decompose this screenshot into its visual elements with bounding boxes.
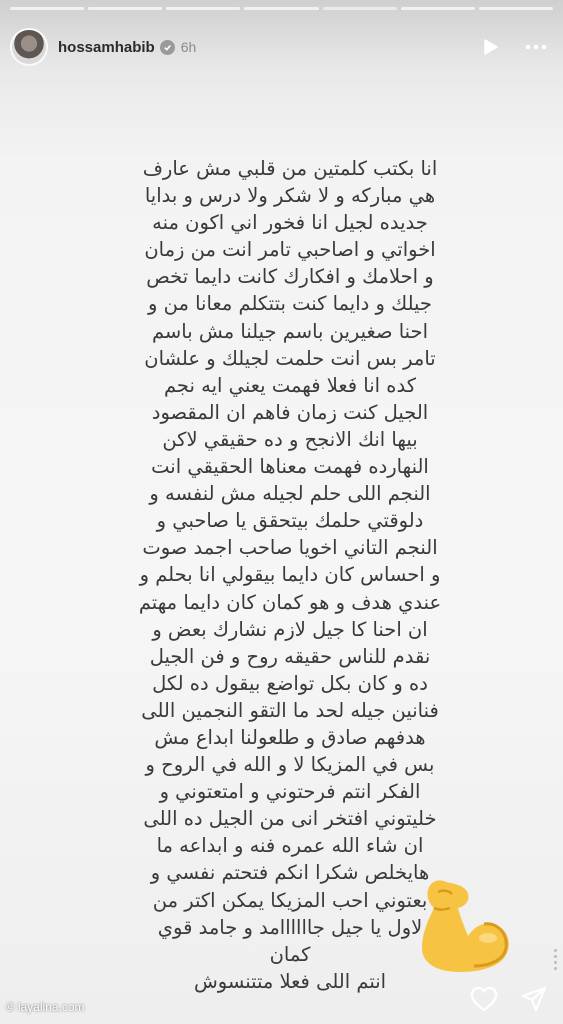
verified-badge-icon bbox=[160, 40, 175, 55]
story-text-line: تامر بس انت حلمت لجيلك و علشان bbox=[144, 346, 436, 370]
story-text-line: اخواتي و اصاحبي تامر انت من زمان bbox=[144, 238, 436, 262]
story-text-line: و احلامك و افكارك كانت دايما تخص bbox=[146, 265, 434, 289]
progress-segment bbox=[166, 7, 240, 10]
story-text-line: ان شاء الله عمره فنه و ابداعه ما bbox=[156, 834, 424, 858]
username[interactable]: hossamhabib bbox=[58, 38, 155, 56]
post-time: 6h bbox=[180, 39, 197, 55]
story-progress-bar bbox=[10, 7, 553, 10]
story-text-line: عندي هدف و هو كمان كان دايما مهتم bbox=[138, 590, 442, 614]
story-text-line: و احساس كان دايما بيقولي انا بحلم و bbox=[139, 563, 441, 587]
story-text-line: جديده لجيل انا فخور اني اكون منه bbox=[152, 211, 428, 235]
story-text-line: كده انا فعلا فهمت يعني ايه نجم bbox=[163, 373, 417, 397]
progress-segment bbox=[323, 7, 397, 10]
story-text-line: الفكر انتم فرحتوني و امتعتوني و bbox=[159, 780, 421, 804]
heart-icon[interactable] bbox=[469, 984, 499, 1014]
flexed-biceps-icon bbox=[408, 868, 520, 978]
watermark-text: layalina.com bbox=[17, 1000, 85, 1014]
story-text-line: خليتوني افتخر انى من الجيل ده اللى bbox=[143, 807, 437, 831]
progress-segment bbox=[10, 7, 84, 10]
story-text-line: انا بكتب كلمتين من قلبي مش عارف bbox=[142, 157, 438, 180]
story-text-line: انتم اللى فعلا متتنسوش bbox=[193, 969, 387, 993]
more-icon[interactable] bbox=[519, 30, 553, 64]
story-actions bbox=[469, 984, 549, 1014]
copyright-icon: © bbox=[6, 1000, 15, 1014]
story-text-line: نقدم للناس حقيقه روح و فن الجيل bbox=[149, 644, 431, 668]
story-text-line: بيها انك الانجح و ده حقيقي لاكن bbox=[162, 427, 418, 451]
story-text-line: لاول يا جيل جاااااامد و جامد قوي bbox=[157, 915, 423, 939]
story-text-line: هي مباركه و لا شكر ولا درس و بدايا bbox=[144, 184, 436, 208]
story-text-line: جيلك و دايما كنت بتتكلم معانا من و bbox=[148, 292, 432, 316]
story-text-line: النجم اللى حلم لجيله مش لنفسه و bbox=[149, 482, 431, 506]
story-text-line: النهارده فهمت معناها الحقيقي انت bbox=[151, 455, 429, 479]
story-text-line: دلوقتي حلمك بيتحقق يا صاحبي و bbox=[156, 509, 424, 533]
story-text-line: ده و كان بكل تواضع بيقول ده لكل bbox=[152, 671, 428, 695]
story-text-line: النجم التاني اخويا صاحب اجمد صوت bbox=[142, 536, 438, 560]
story-text-line: فنانين جيله لحد ما التقو النجمين اللى bbox=[141, 698, 439, 722]
story-text-line: هايخلص شكرا انكم فتحتم نفسي و bbox=[150, 861, 430, 885]
story-header bbox=[10, 26, 553, 68]
story-text-line: الجيل كنت زمان فاهم ان المقصود bbox=[151, 400, 429, 424]
story-text-line: ان احنا كا جيل لازم نشارك بعض و bbox=[152, 617, 428, 641]
scroll-indicator bbox=[554, 949, 557, 970]
progress-segment bbox=[401, 7, 475, 10]
story-text-line: هدفهم صادق و طلعولنا ابداع مش bbox=[154, 725, 426, 749]
avatar[interactable] bbox=[10, 28, 48, 66]
progress-segment bbox=[88, 7, 162, 10]
story-text-line: كمان bbox=[269, 942, 311, 966]
progress-segment bbox=[479, 7, 553, 10]
watermark bbox=[6, 1000, 85, 1014]
story-text-line: احنا صغيرين باسم جيلنا مش باسم bbox=[151, 319, 429, 343]
send-icon[interactable] bbox=[519, 984, 549, 1014]
story-text-line: بعتوني احب المزيكا يمكن اكتر من bbox=[152, 888, 428, 912]
story-text-line: بس في المزيكا لا و الله في الروح و bbox=[145, 753, 435, 777]
progress-segment bbox=[244, 7, 318, 10]
play-icon[interactable] bbox=[473, 30, 507, 64]
